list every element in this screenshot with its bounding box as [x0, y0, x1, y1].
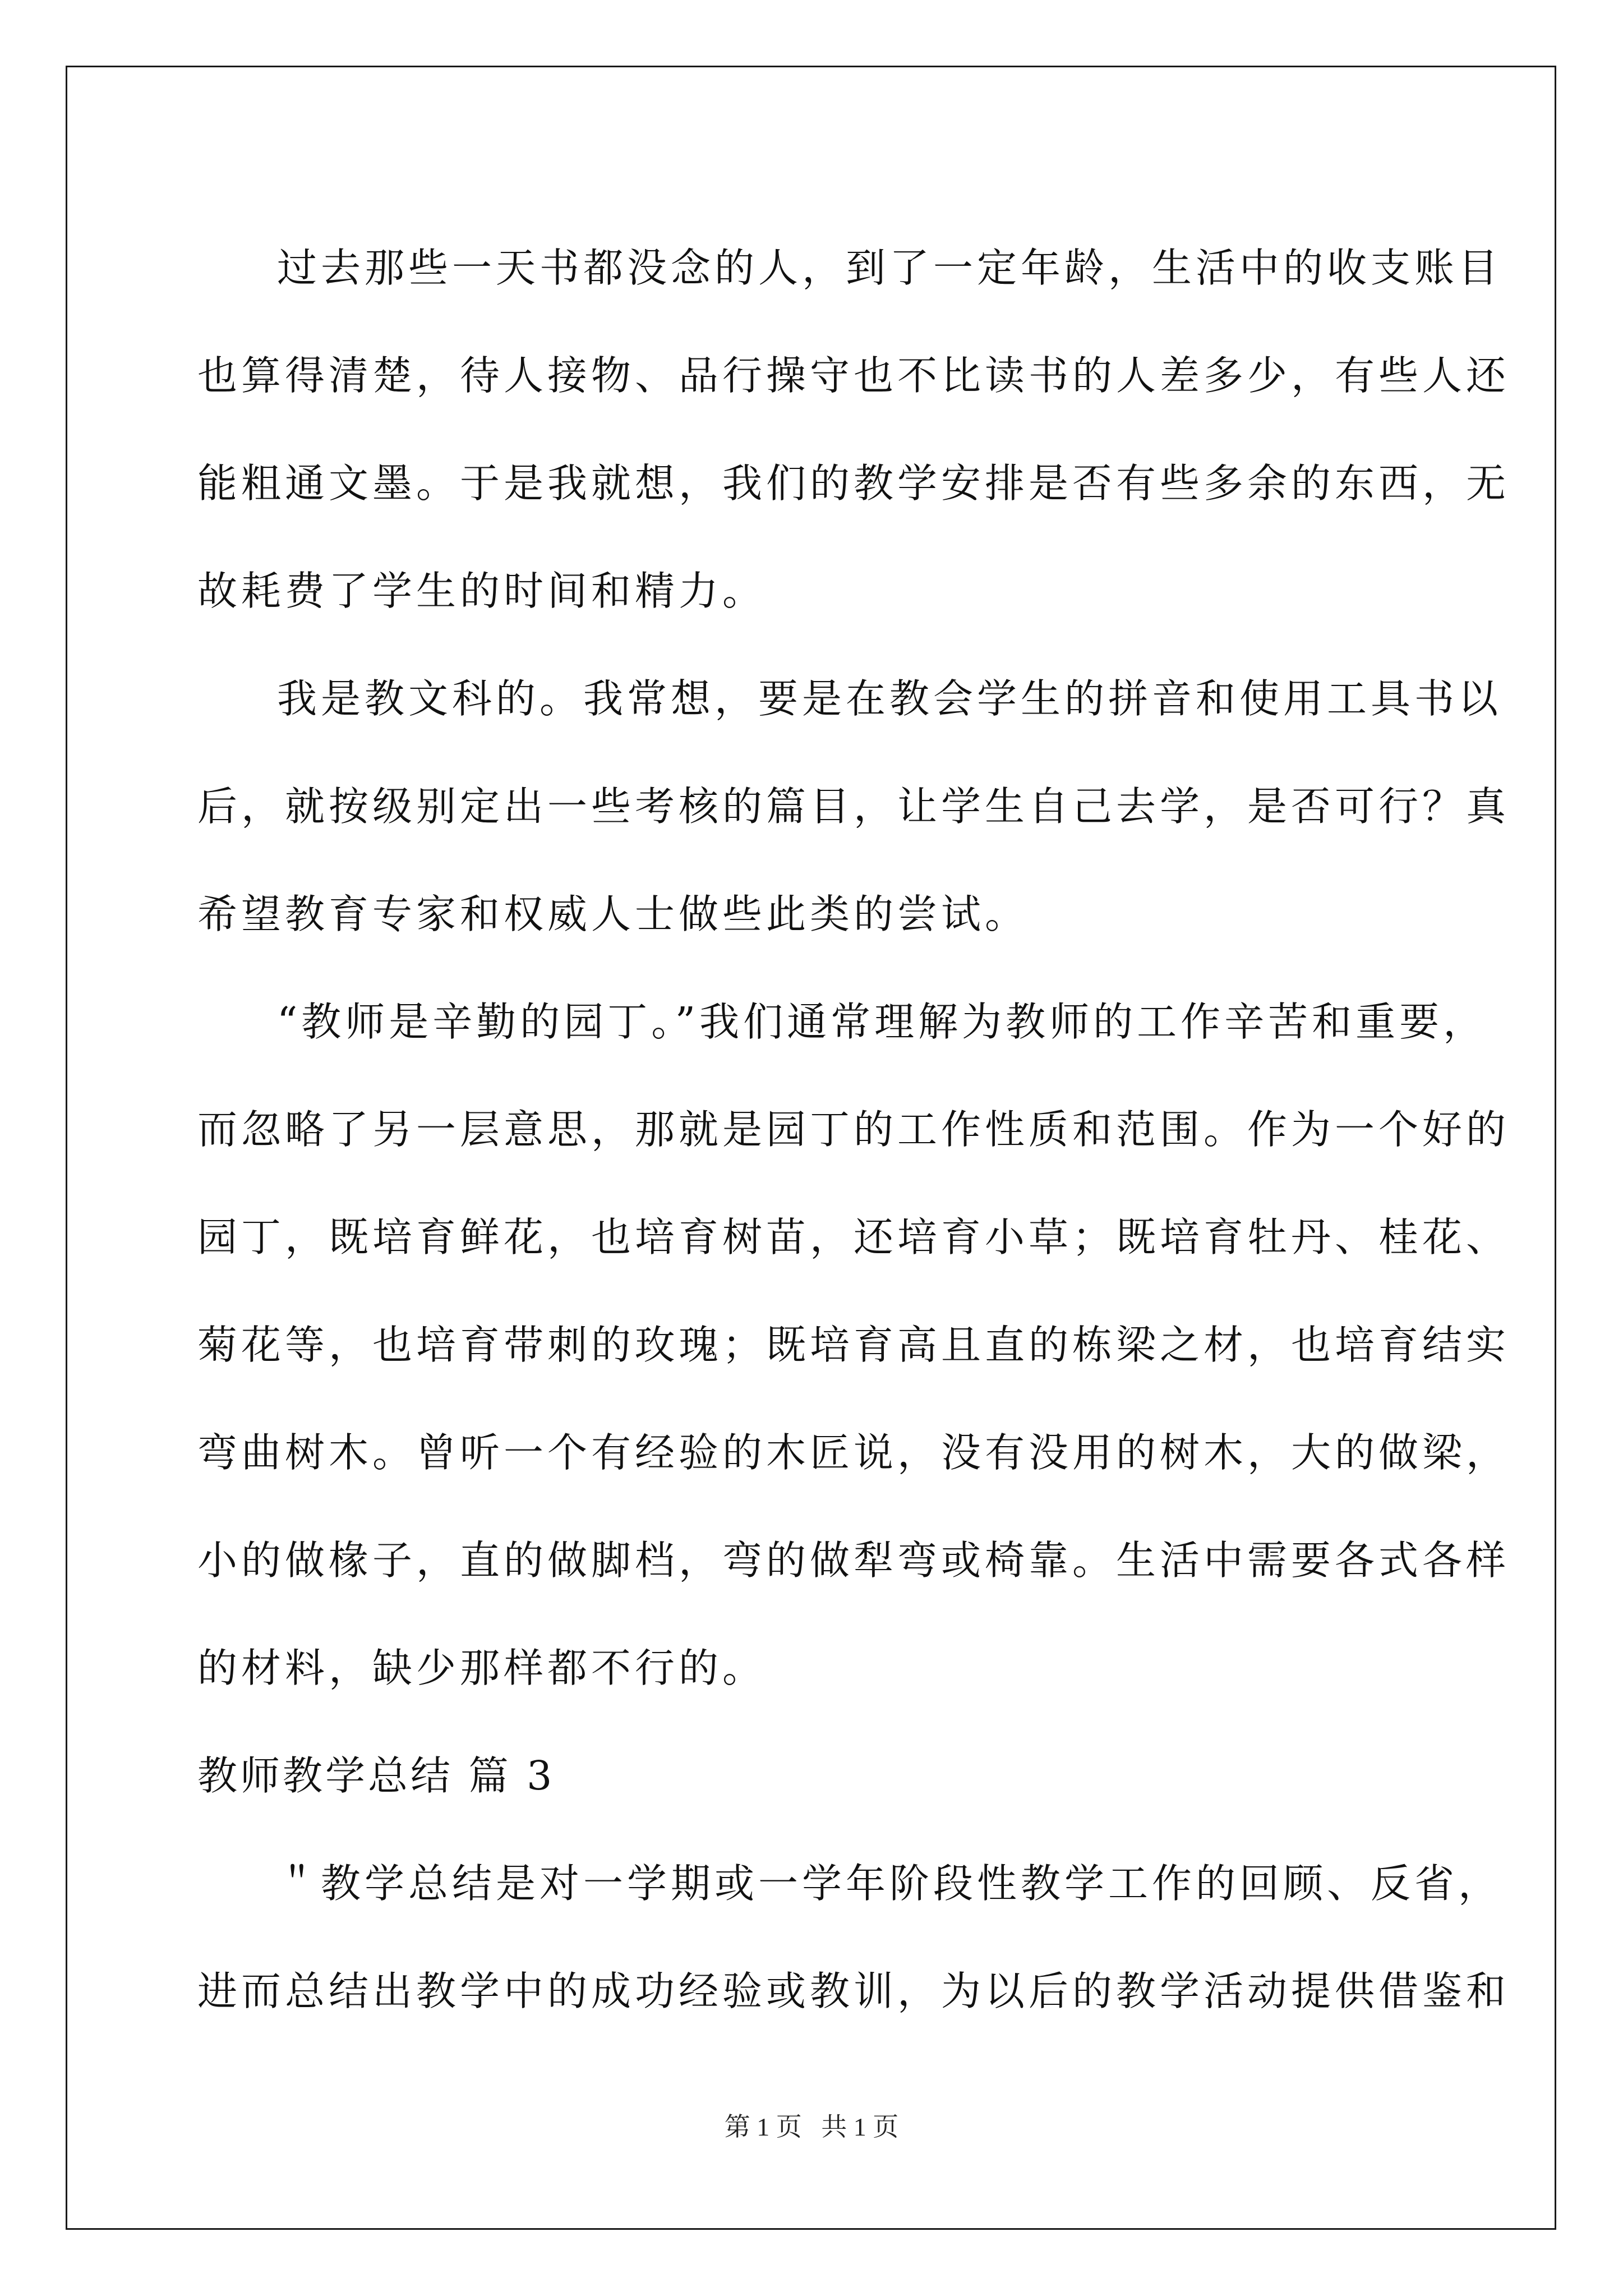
document-body — [197, 214, 1510, 2045]
paragraph-line: 后，就按级别定出一些考核的篇目，让学生自己去学，是否可行？真 — [197, 783, 1510, 830]
paragraph-line: 过去那些一天书都没念的人，到了一定年龄，生活中的收支账目 — [277, 245, 1502, 291]
heading-text: 教师教学总结 篇 3 — [197, 1752, 555, 1799]
paragraph-line: 园丁，既培育鲜花，也培育树苗，还培育小草；既培育牡丹、桂花、 — [197, 1214, 1510, 1260]
paragraph-line: 而忽略了另一层意思，那就是园丁的工作性质和范围。作为一个好的 — [197, 1106, 1510, 1153]
paragraph-line: 弯曲树木。曾听一个有经验的木匠说，没有没用的树木，大的做梁， — [197, 1429, 1510, 1476]
paragraph — [197, 645, 1510, 968]
paragraph — [197, 1830, 1510, 2045]
paragraph-line: 能粗通文墨。于是我就想，我们的教学安排是否有些多余的东西，无 — [197, 460, 1510, 507]
page-footer: 第 1 页 共 1 页 — [724, 2113, 899, 2141]
paragraph-line: 希望教育专家和权威人士做些此类的尝试。 — [197, 891, 1029, 937]
paragraph — [197, 968, 1510, 1722]
paragraph-line: 菊花等，也培育带刺的玫瑰；既培育高且直的栋梁之材，也培育结实 — [197, 1322, 1510, 1368]
section-heading — [197, 1722, 1428, 1830]
paragraph-line: 我是教文科的。我常想，要是在教会学生的拼音和使用工具书以 — [277, 675, 1502, 722]
paragraph — [197, 214, 1510, 645]
paragraph-line: 小的做椽子，直的做脚档，弯的做犁弯或椅靠。生活中需要各式各样 — [197, 1537, 1510, 1584]
paragraph-line: ＂教学总结是对一学期或一学年阶段性教学工作的回顾、反省， — [277, 1860, 1502, 1907]
paragraph-line: 的材料，缺少那样都不行的。 — [197, 1645, 767, 1691]
paragraph-line: “教师是辛勤的园丁。”我们通常理解为教师的工作辛苦和重要， — [277, 999, 1487, 1045]
paragraph-line: 进而总结出教学中的成功经验或教训，为以后的教学活动提供借鉴和 — [197, 1968, 1510, 2014]
paragraph-line: 故耗费了学生的时间和精力。 — [197, 568, 767, 614]
paragraph-line: 也算得清楚，待人接物、品行操守也不比读书的人差多少，有些人还 — [197, 352, 1510, 399]
